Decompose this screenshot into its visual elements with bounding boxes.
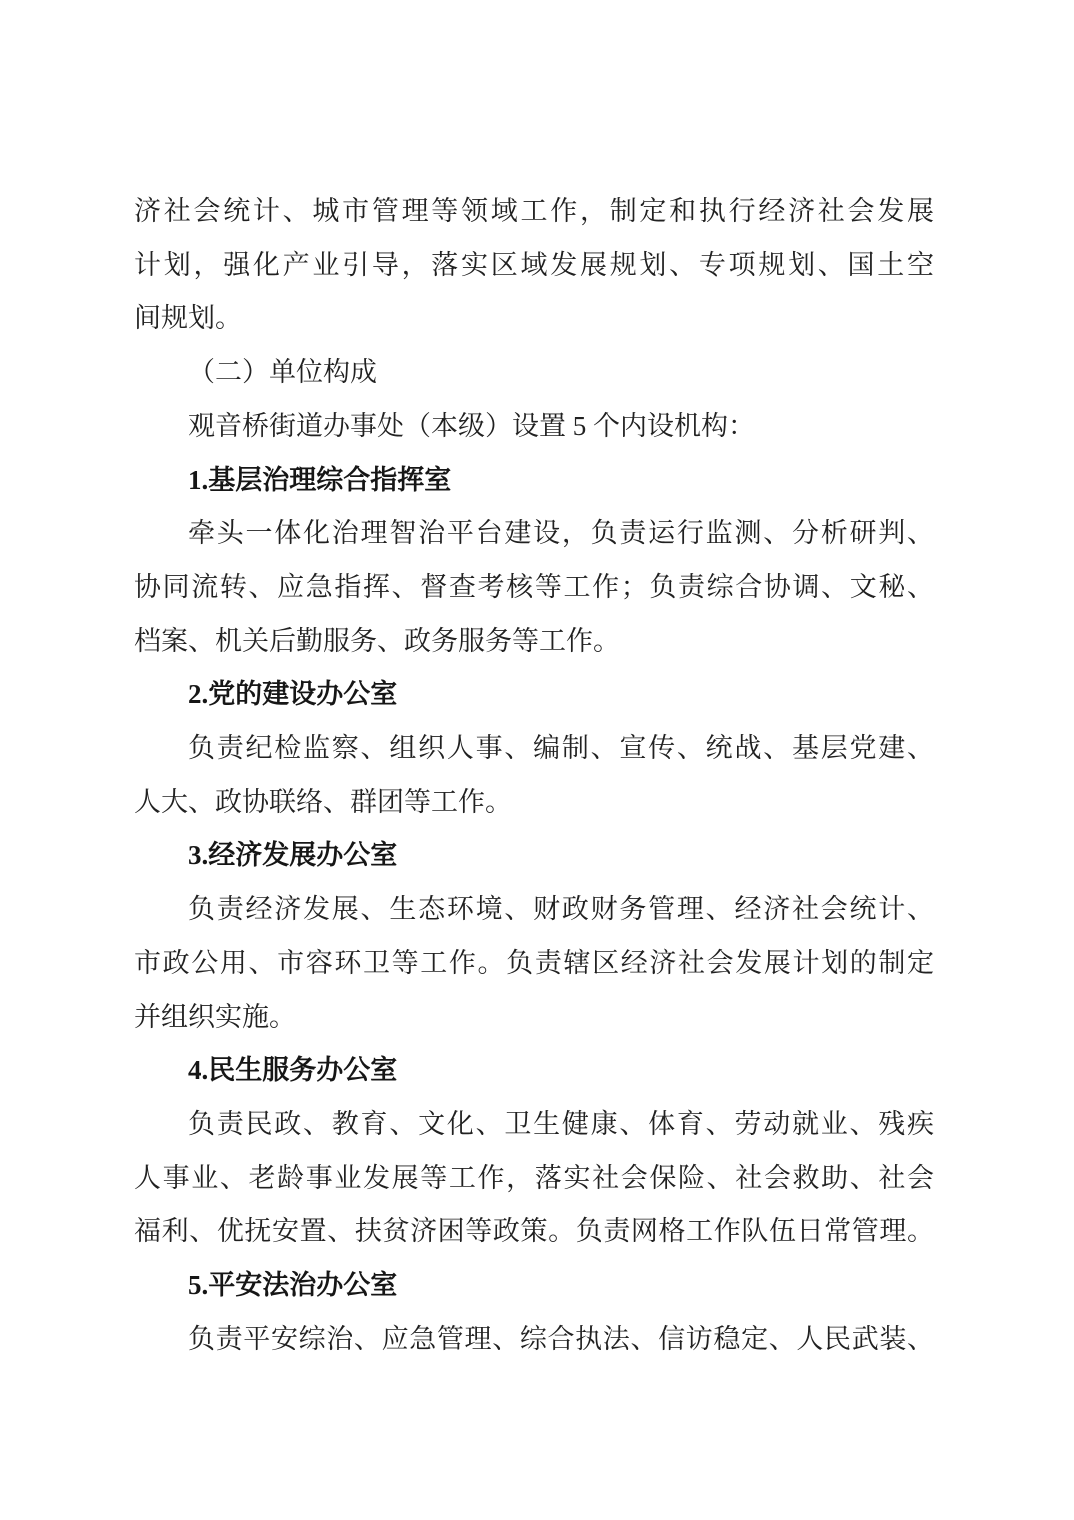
unit-heading-1: 1.基层治理综合指挥室 (188, 464, 452, 495)
paragraph-line: 档案、机关后勤服务、政务服务等工作。 (134, 625, 620, 656)
unit-heading-2: 2.党的建设办公室 (188, 679, 398, 710)
paragraph-line: 负责经济发展、生态环境、财政财务管理、经济社会统计、 (188, 894, 934, 925)
unit-heading-3: 3.经济发展办公室 (188, 840, 398, 871)
paragraph-line: 市政公用、市容环卫等工作。负责辖区经济社会发展计划的制定 (134, 947, 934, 978)
paragraph-line: 间规划。 (134, 303, 242, 334)
unit-heading-4: 4.民生服务办公室 (188, 1055, 398, 1086)
paragraph-line: 协同流转、应急指挥、督查考核等工作；负责综合协调、文秘、 (134, 571, 934, 602)
paragraph-line: 负责平安综治、应急管理、综合执法、信访稳定、人民武装、 (188, 1323, 934, 1354)
subsection-heading: （二）单位构成 (188, 357, 377, 388)
paragraph-line: 人事业、老龄事业发展等工作，落实社会保险、社会救助、社会 (134, 1162, 934, 1193)
paragraph-line: 人大、政协联络、群团等工作。 (134, 786, 512, 817)
paragraph-line: 负责民政、教育、文化、卫生健康、体育、劳动就业、残疾 (188, 1108, 934, 1139)
paragraph-line: 福利、优抚安置、扶贫济困等政策。负责网格工作队伍日常管理。 (134, 1216, 934, 1247)
paragraph-line: 负责纪检监察、组织人事、编制、宣传、统战、基层党建、 (188, 733, 934, 764)
paragraph-line: 牵头一体化治理智治平台建设，负责运行监测、分析研判、 (188, 518, 934, 549)
paragraph-line: 观音桥街道办事处（本级）设置 5 个内设机构： (188, 410, 755, 441)
paragraph-line: 济社会统计、城市管理等领域工作，制定和执行经济社会发展 (134, 196, 934, 226)
paragraph-line: 计划，强化产业引导，落实区域发展规划、专项规划、国土空 (134, 249, 934, 280)
document-text-block (134, 185, 934, 1366)
paragraph-line: 并组织实施。 (134, 1001, 296, 1032)
unit-heading-5: 5.平安法治办公室 (188, 1270, 398, 1301)
